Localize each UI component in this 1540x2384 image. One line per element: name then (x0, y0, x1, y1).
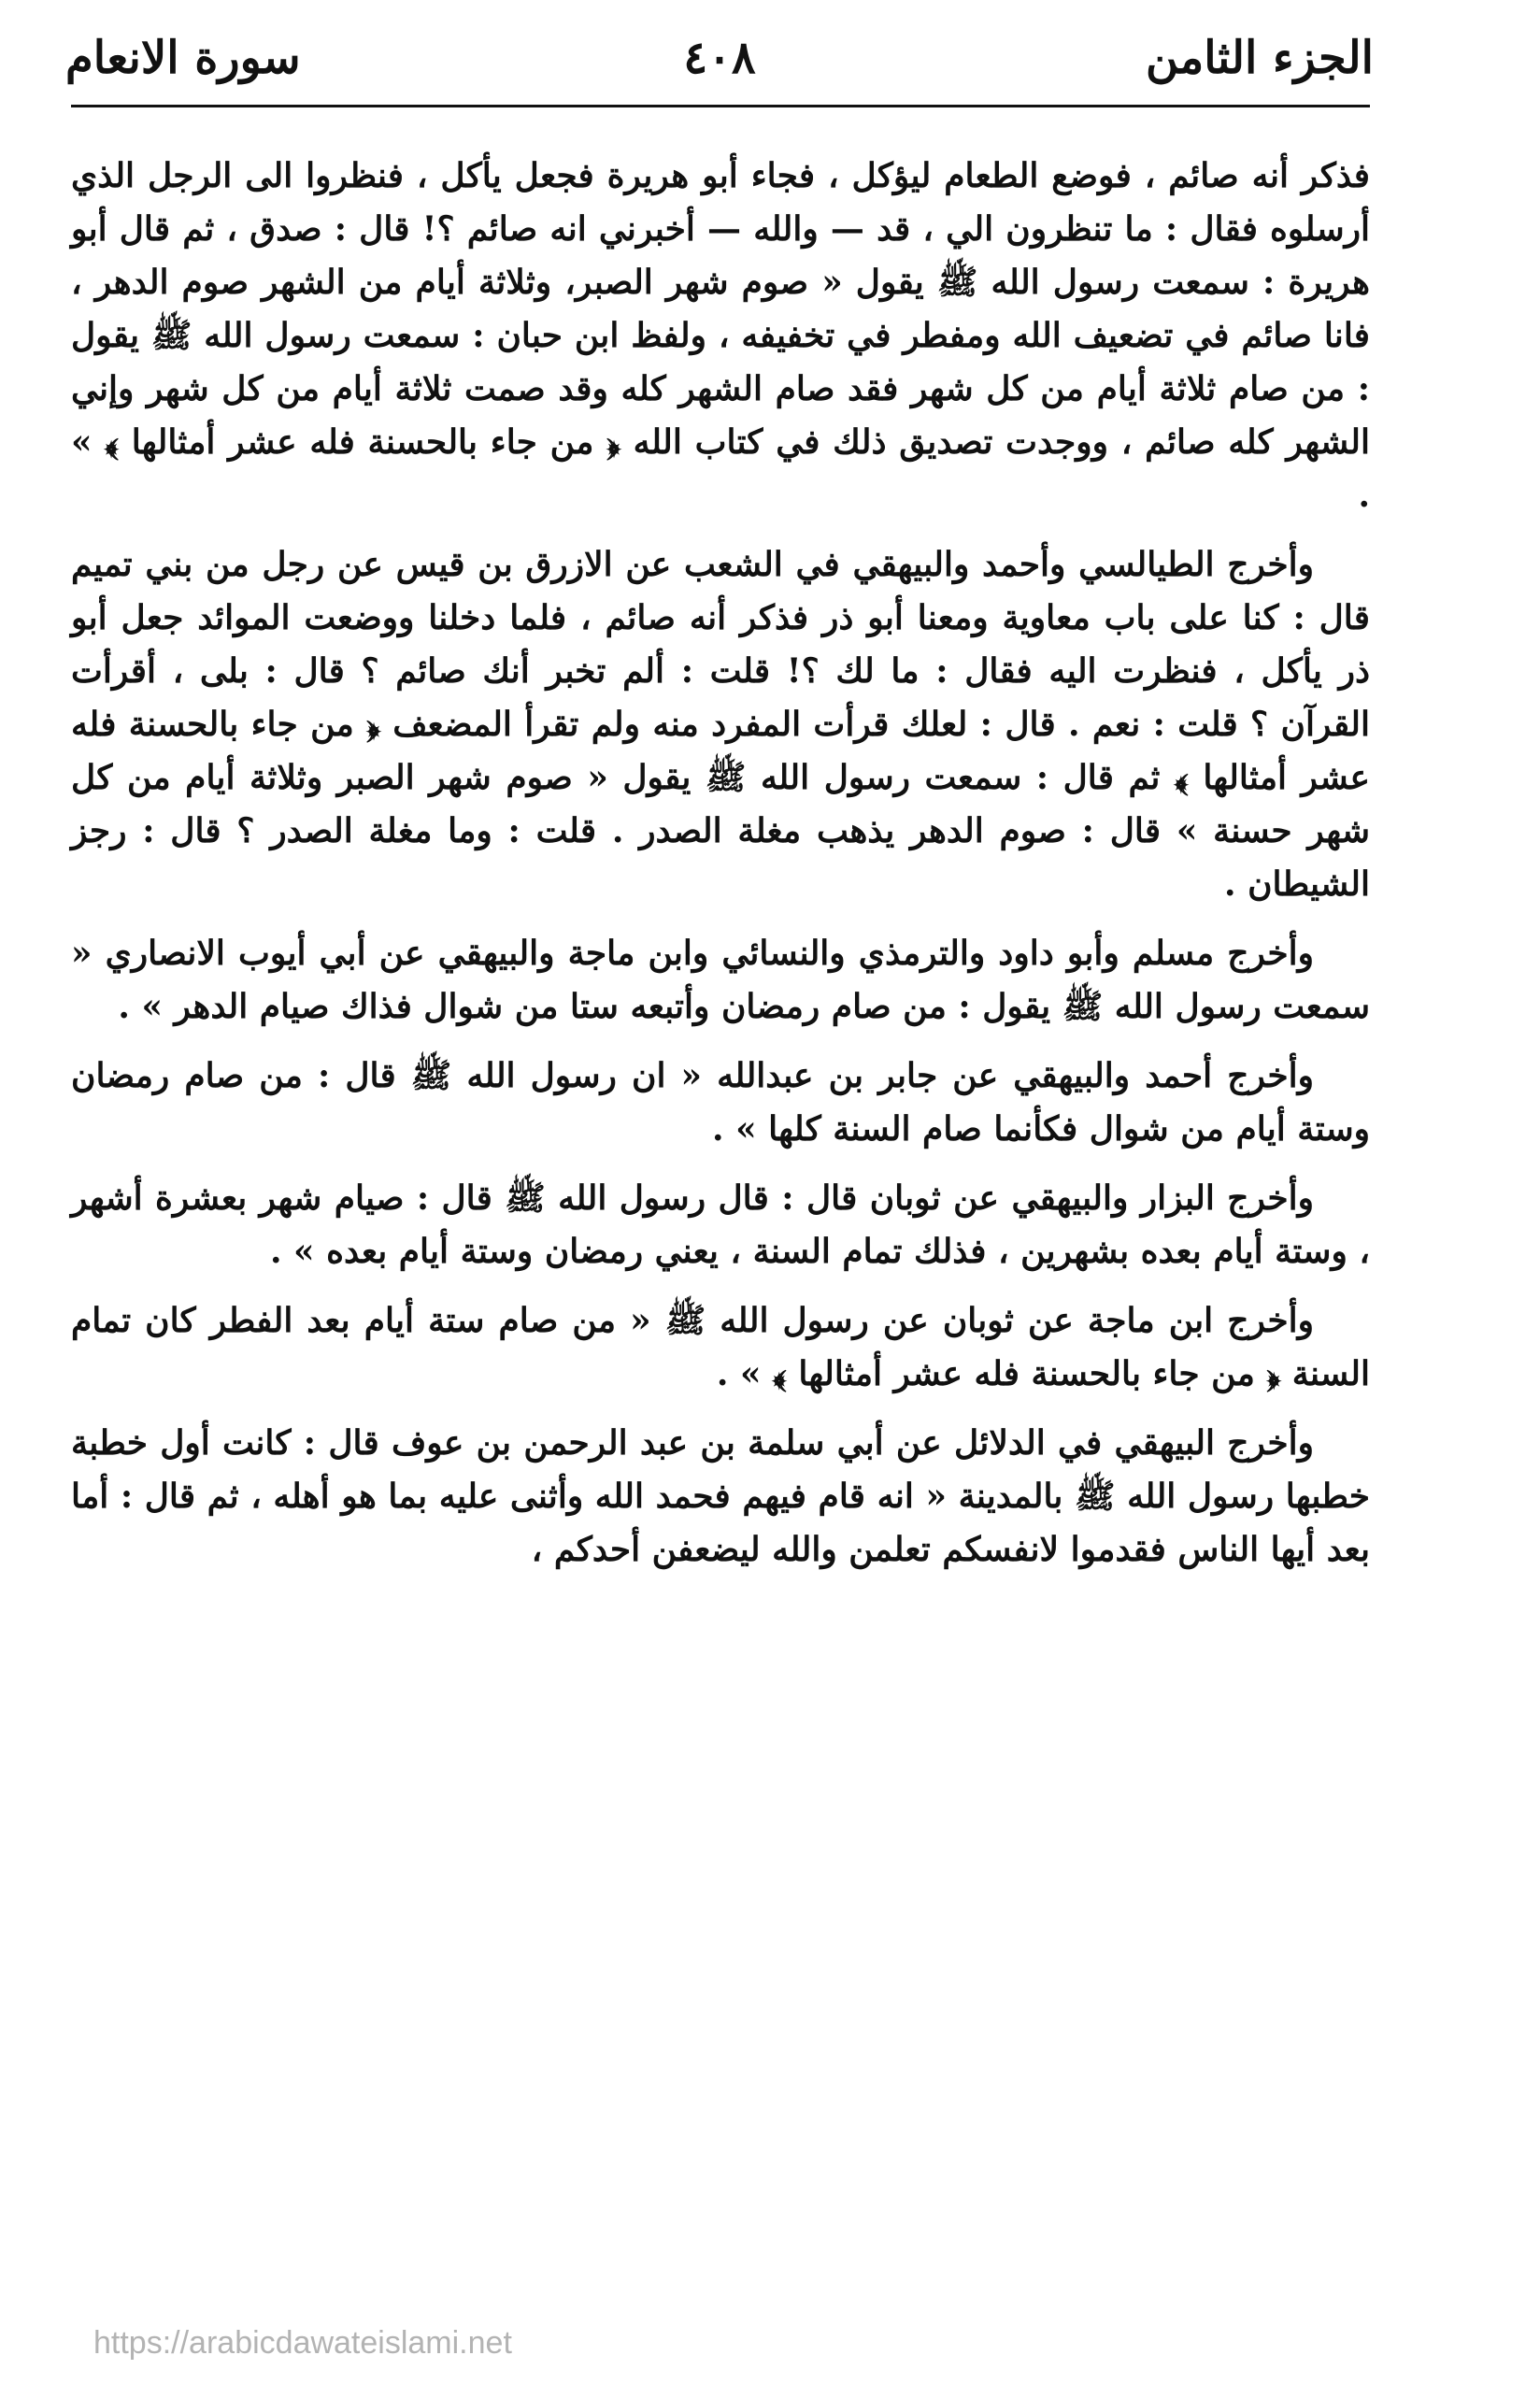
page-body (71, 150, 1370, 1592)
header-divider (71, 105, 1370, 107)
paragraph: وأخرج الطيالسي وأحمد والبيهقي في الشعب عن الازرق بن قيس عن رجل من بني تميم قال : كنا على باب معاوية ومعنا أبو ذر فذكر أنه صائم ، فلما دخلنا ووضعت الموائد جعل أبو ذر يأكل ، فنظرت اليه فقال : ما لك ؟! قلت : ألم تخبر أنك صائم ؟ قال : بلى ، أقرأت القرآن ؟ قلت : نعم . قال : لعلك قرأت المفرد منه ولم تقرأ المضعف ﴿ من جاء بالحسنة فله عشر أمثالها ﴾ ثم قال : سمعت رسول الله ﷺ يقول « صوم شهر الصبر وثلاثة أيام من كل شهر حسنة » قال : صوم الدهر يذهب مغلة الصدر . قلت : وما مغلة الصدر ؟ قال : رجز الشيطان . (71, 545, 1371, 904)
paragraph: وأخرج البزار والبيهقي عن ثوبان قال : قال رسول الله ﷺ قال : صيام شهر بعشرة أشهر ، وستة أيام بعده بشهرين ، فذلك تمام السنة ، يعني رمضان وستة أيام بعده » . (71, 1178, 1370, 1271)
surah-label: سورة الانعام (65, 32, 301, 84)
paragraph: فذكر أنه صائم ، فوضع الطعام ليؤكل ، فجاء أبو هريرة فجعل يأكل ، فنظروا الى الرجل الذي أرسلوه فقال : ما تنظرون الي ، قد — والله — أخبرني انه صائم ؟! قال : صدق ، ثم قال أبو هريرة : سمعت رسول الله ﷺ يقول « صوم شهر الصبر، وثلاثة أيام من الشهر صوم الدهر ، فانا صائم في تضعيف الله ومفطر في تخفيفه ، ولفظ ابن حبان : سمعت رسول الله ﷺ يقول : من صام ثلاثة أيام من كل شهر فقد صام الشهر كله وقد صمت ثلاثة أيام من كل شهر وإني الشهر كله صائم ، ووجدت تصديق ذلك في كتاب الله ﴿ من جاء بالحسنة فله عشر أمثالها ﴾ » . (71, 156, 1370, 515)
paragraph: وأخرج أحمد والبيهقي عن جابر بن عبدالله « ان رسول الله ﷺ قال : من صام رمضان وستة أيام من شوال فكأنما صام السنة كلها » . (71, 1056, 1370, 1149)
paragraph: وأخرج مسلم وأبو داود والترمذي والنسائي وابن ماجة والبيهقي عن أبي أيوب الانصاري « سمعت رسول الله ﷺ يقول : من صام رمضان وأتبعه ستا من شوال فذاك صيام الدهر » . (71, 934, 1370, 1026)
paragraph: وأخرج ابن ماجة عن ثوبان عن رسول الله ﷺ « من صام ستة أيام بعد الفطر كان تمام السنة ﴿ من جاء بالحسنة فله عشر أمثالها ﴾ » . (71, 1301, 1370, 1393)
volume-label: الجزء الثامن (1145, 32, 1374, 84)
paragraph: وأخرج البيهقي في الدلائل عن أبي سلمة بن عبد الرحمن بن عوف قال : كانت أول خطبة خطبها رسول الله ﷺ بالمدينة « انه قام فيهم فحمد الله وأثنى عليه بما هو أهله ، ثم قال : أما بعد أيها الناس فقدموا لانفسكم تعلمن والله ليضعفن أحدكم ، (71, 1423, 1370, 1569)
page-header (65, 21, 1374, 95)
watermark-url: https://arabicdawateislami.net (93, 2325, 512, 2361)
page-number: ٤٠٨ (683, 32, 756, 84)
